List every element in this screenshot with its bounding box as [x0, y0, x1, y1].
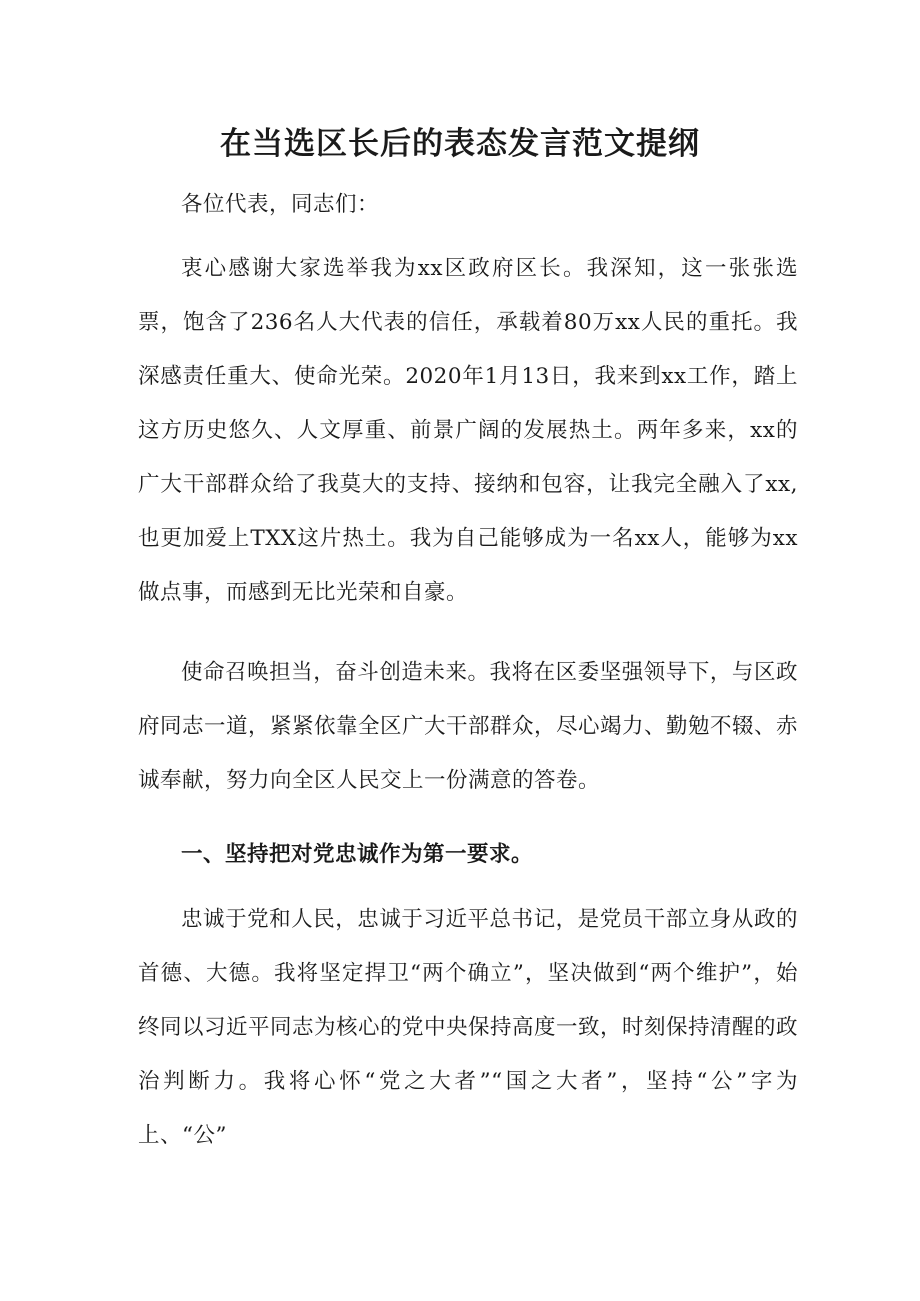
paragraph-thanks: 衷心感谢大家选举我为xx区政府区长。我深知，这一张张选票，饱含了236名人大代表的信任，承载着80万xx人民的重托。我深感责任重大、使命光荣。2020年1月13日，我来到xx工作，踏上这方历史悠久、人文厚重、前景广阔的发展热土。两年多来，xx的广大干部群众给了我莫大的支持、接纳和包容，让我完全融入了xx,也更加爱上TXX这片热土。我为自己能够成为一名xx人，能够为xx做点事，而感到无比光荣和自豪。: [138, 256, 798, 605]
section-heading: 一、坚持把对党忠诚作为第一要求。: [181, 842, 534, 867]
document-title: 在当选区长后的表态发言范文提纲: [220, 126, 700, 162]
section-paragraph: 忠诚于党和人民，忠诚于习近平总书记，是党员干部立身从政的首德、大德。我将坚定捍卫“两个确立”，坚决做到“两个维护”，始终同以习近平同志为核心的党中央保持高度一致，时刻保持清醒的政治判断力。我将心怀“党之大者”“国之大者”，坚持“公”字为上、“公”: [138, 907, 799, 1148]
paragraph-commitment: 使命召唤担当，奋斗创造未来。我将在区委坚强领导下，与区政府同志一道，紧紧依靠全区广大干部群众，尽心竭力、勤勉不辍、赤诚奉献，努力向全区人民交上一份满意的答卷。: [138, 660, 799, 793]
salutation: 各位代表，同志们：: [181, 192, 380, 217]
